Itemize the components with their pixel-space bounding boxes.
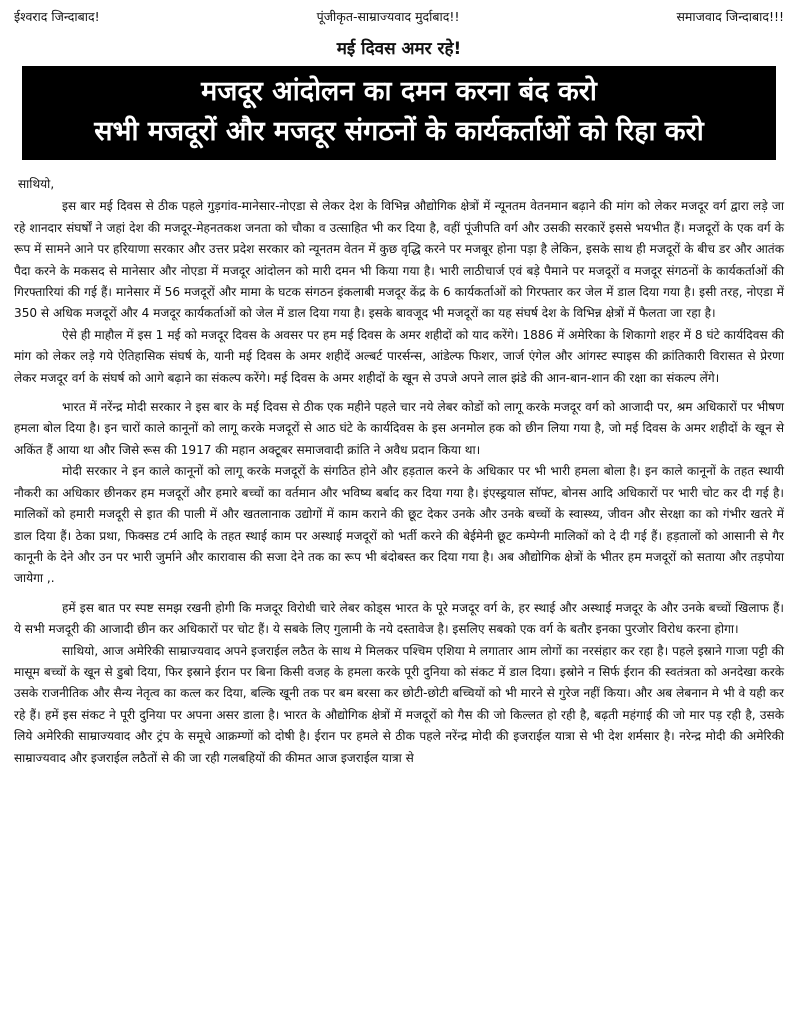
- headline-banner: [22, 66, 776, 160]
- headline-line-1: मजदूर आंदोलन का दमन करना बंद करो: [201, 76, 597, 107]
- slogan-row: [14, 0, 784, 30]
- center-slogan: पूंजीकृत-साम्राज्यवाद मुर्दाबाद!!: [316, 9, 460, 24]
- paragraph-2: ऐसे ही माहौल में इस 1 मई को मजदूर दिवस के अवसर पर हम मई दिवस के अमर शहीदों को याद करेंगे। 1886 में अमेरिका के शिकागो शहर में 8 घंटे कार्यदिवस की मांग को लेकर लड़े गये ऐतिहासिक संघर्ष के, यानी मई दिवस के अमर शहीदें अल्बर्ट पारर्सन्स, आंडेल्फ फिशर, जार्ज एंगेल और आंगस्ट स्पाइस की क्रांतिकारी विरासत से प्रेरणा लेकर मजदूर वर्ग के संघर्ष को आगे बढ़ाने का संकल्प करेंगे। मई दिवस के अमर शहीदों के खून से उपजे अपने लाल झंडे की आन-बान-शान की रक्षा का संकल्प लेंगे।: [14, 327, 784, 385]
- paragraph-3: भारत में नरेंन्द्र मोदी सरकार ने इस बार के मई दिवस से ठीक एक महीने पहले चार नये लेबर कोडों को लागू करके मजदूर वर्ग को आजादी पर, श्रम अधिकारों पर भीषण हमला बोल दिया है। इन चारों काले कानूनों को लागू करके मजदूरों से आठ घंटे के कार्यदिवस के इस अनमोल हक को छीन लिया गया है, जो मई दिवस के अमर शहीदों के खून से अकिंत हैं आया था और जिसे रूस की 1917 की महान अक्टूबर समाजवादी क्रांति ने अवैध प्रदान किया था।: [14, 400, 784, 457]
- headline-line-2: सभी मजदूरों और मजदूर संगठनों के कार्यकर्ताओं को रिहा करो: [94, 116, 704, 147]
- paragraph-4: मोदी सरकार ने इन काले कानूनों को लागू करके मजदूरों के संगठित होने और हड़ताल करने के अधिकार पर भी भारी हमला बोला है। इन काले कानूनों के तहत स्थायी नौकरी का अधिकार छीनकर हम मजदूरों और हमारे बच्चों का वर्तमान और भविष्य बर्बाद कर दिया गया है। इंएस्ड्रयाल सॉफ्ट, बोनस आदि अधिकारों पर भारी चोट कर दी गई है। मालिकों को हमारी मजदूरी से इात की पाली में और खतलानाक उद्योगों में काम कराने की छूट देकर उनके और उनके बच्चों के स्वास्थ्य, जीवन और सेरक्षा का को गंभीर खतरे में डाल दिया हैं। ठेका प्रथा, फिक्सड टर्म आदि के तहत स्थाई काम पर अस्थाई मजदूरों को भर्ती करने की बेईमेनी छूट कम्पेग्नी मालिकों को दे दी गई हैं। हड़तालों को आसानी से गैर कानूनी के देने और उन पर भारी जुर्माने और कारावास की सजा देने तक का रूप भी बंदोबस्त कर दिया गया है। अब औद्योगिक क्षेत्रों के भीतर हम मजदूरों को सताया और तड़पोया जायेगा ,.: [14, 464, 784, 586]
- paragraph-5: हमें इस बात पर स्पष्ट समझ रखनी होगी कि मजदूर विरोधी चारे लेबर कोड्स भारत के पूरे मजदूर वर्ग के, हर स्थाई और अस्थाई मजदूर के और उनके बच्चों खिलाफ हैं। ये सभी मजदूरी की आजादी छीन कर अधिकारों पर चोट हैं। ये सबके लिए गुलामी के नये दस्तावेज है। इसलिए सबको एक वर्ग के बतौर इनका पुरजोर विरोध करना होगा।: [14, 600, 784, 637]
- salutation: साथियो,: [18, 177, 55, 191]
- subheading: मई दिवस अमर रहे!: [336, 39, 462, 59]
- right-slogan: समाजवाद जिन्दाबाद!!!: [676, 9, 784, 24]
- paragraph-1: इस बार मई दिवस से ठीक पहले गुड़गांव-मानेसार-नोएडा से लेकर देश के विभिन्न औद्योगिक क्षेत्रों में न्यूनतम वेतनमान बढ़ाने की मांग को लेकर मजदूर वर्ग द्वारा लड़े जा रहे शानदार संघर्षों ने जहां देश की मजदूर-मेहनतकश जनता को चौका व उत्साहित भी कर दिया है, वहीं पूंजीपति वर्ग और उसकी सरकारें इससे भयभीत हैं। मजदूरों के एक वर्ग के रूप में सामने आने पर हरियाणा सरकार और उत्तर प्रदेश सरकार को न्यूनतम वेतन में कुछ वृद्धि करने पर मजबूर होना पड़ा है लेकिन, इसके साथ ही मजदूरों के बीच डर और आतंक पैदा करने के मकसद से मानेसार और नोएडा में मजदूर आंदोलन को मारी दमन भी किया गया है। भारी लाठीचार्ज एवं बड़े पैमाने पर मजदूरों व मजदूर संगठनों के कार्यकर्ताओं की गिरफ्तारियां की गई हैं। मानेसार में 56 मजदूरों और मामा के घटक संगठन इंकलाबी मजदूर केंद्र के 6 कार्यकर्ताओं को गिरफ्तार कर जेल में डाल दिया गया है। इसी तरह, नोएडा में 350 से अधिक मजदूरों और 4 मजदूर कार्यकर्ताओं को जेल में डाल दिया गया है। इसके बावजूद भी मजदूरों का यह संघर्ष देश के विभिन्न क्षेत्रों में फैलता जा रहा है।: [14, 199, 784, 321]
- left-slogan: ईश्वराद जिन्दाबाद!: [14, 9, 100, 24]
- leaflet-body: [14, 174, 784, 769]
- paragraph-6: साथियो, आज अमेरिकी साम्राज्यवाद अपने इजराईल लठैत के साथ मे मिलकर पश्चिम एशिया मे लगातार आम लोगों का नरसंहार कर रहा है। पहले इस्राने गाजा पट्टी की मासूम बच्चों के खून से डुबो दिया, फिर इस्राने ईरान पर बिना किसी वजह के हमला करके पूरी दुनिया को संकट में डाल दिया। इस्रोने न सिर्फ ईरान की स्वतंत्रता को अनदेखा करके उसके राजनीतिक और सैन्य नेतृत्व का कत्ल कर दिया, बल्कि खूनी तक पर बम बरसा कर छोटी-छोटी बच्चियों को भी मारने से गुरेज नहीं किया। और अब लेबनान मे भी वे यही कर रहे हैं। हमें इस संकट ने पूरी दुनिया पर अपना असर डाला है। भारत के औद्योगिक क्षेत्रों में मजदूरों को गैस की जो किल्लत हो रही है, बढ़ती महंगाई की जो मार पड़ रही है, उसके लिये अमेरिकी साम्राज्यवाद और ट्रंप के समूचे आक्रम्णों को दोषी है। ईरान पर हमले से ठीक पहले नरेंन्द्र मोदी की इजराईल यात्रा से भी देश शर्मसार है। नरेन्द्र मोदी की अमेरिकी साम्राज्यवाद और इजराईल लठैतों से की जा रही गलबहियों की कीमत आज इजराईल यात्रा से: [14, 643, 784, 765]
